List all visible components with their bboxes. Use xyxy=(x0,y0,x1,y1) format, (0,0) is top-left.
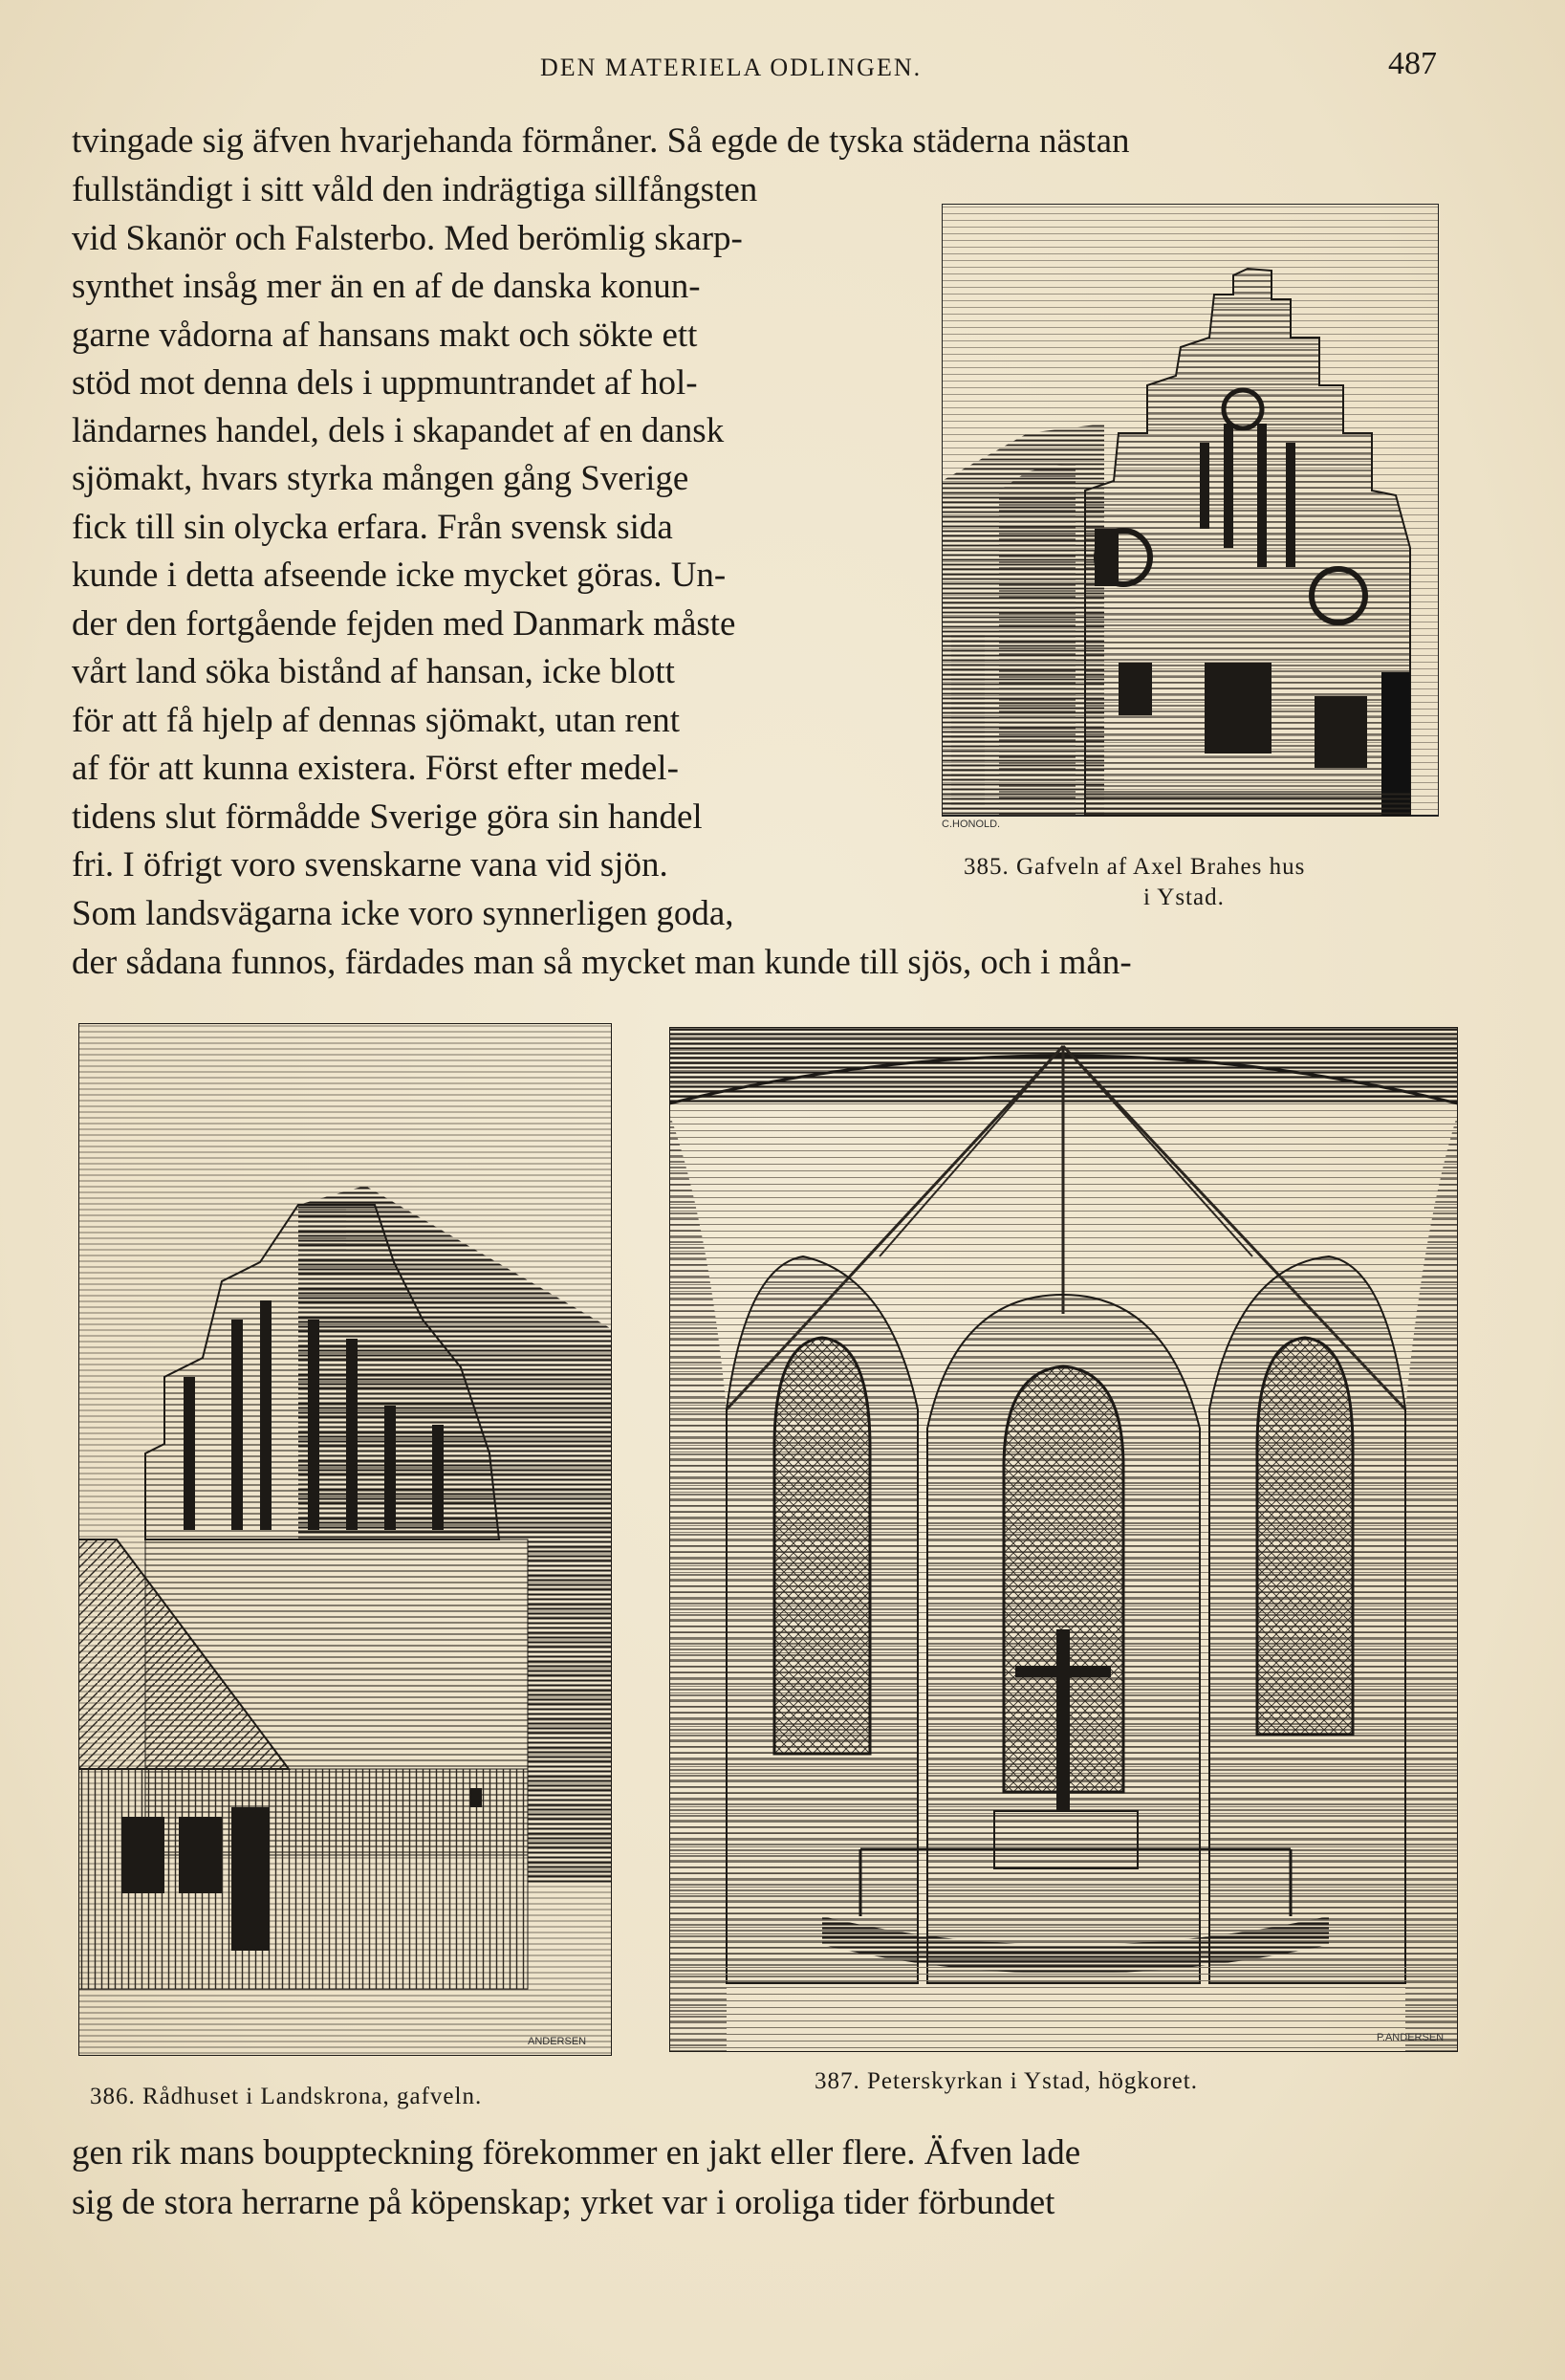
figure-385-gable xyxy=(942,204,1439,827)
text-line: garne vådorna af hansans makt och sökte ett xyxy=(72,316,698,355)
text-line: fick till sin olycka erfara. Från svensk sida xyxy=(72,508,673,547)
page-number: 487 xyxy=(1388,46,1437,81)
text-line: af för att kunna existera. Först efter medel- xyxy=(72,749,679,788)
text-line: synthet insåg mer än en af de danska konun- xyxy=(72,267,701,306)
text-line: der den fortgående fejden med Danmark måste xyxy=(72,604,736,644)
running-title: DEN MATERIELA ODLINGEN. xyxy=(540,54,923,81)
figure-385-caption: 385. Gafveln af Axel Brahes hus xyxy=(964,854,1306,880)
text-line: tidens slut förmådde Sverige göra sin handel xyxy=(72,797,703,837)
figure-385-caption-cont: i Ystad. xyxy=(1143,884,1225,910)
figure-386-town-hall xyxy=(78,1023,612,2056)
text-line: fullständigt i sitt våld den indrägtiga sillfångsten xyxy=(72,170,758,209)
text-line: ländarnes handel, dels i skapandet af en dansk xyxy=(72,411,725,450)
figure-386-signature: ANDERSEN xyxy=(528,2036,587,2047)
text-line: för att få hjelp af dennas sjömakt, utan rent xyxy=(72,701,680,740)
text-line: stöd mot denna dels i uppmuntrandet af hol- xyxy=(72,363,698,403)
text-line: vid Skanör och Falsterbo. Med berömlig skarp- xyxy=(72,219,743,258)
text-line: Som landsvägarna icke voro synnerligen goda, xyxy=(72,894,734,933)
text-line: gen rik mans bouppteckning förekommer en jakt eller flere. Äfven lade xyxy=(72,2133,1081,2173)
text-line: vårt land söka bistånd af hansan, icke blott xyxy=(72,652,675,691)
running-header xyxy=(0,46,1565,90)
figure-387-caption: 387. Peterskyrkan i Ystad, högkoret. xyxy=(815,2068,1198,2094)
text-line: fri. I öfrigt voro svenskarne vana vid sjön. xyxy=(72,845,668,884)
figure-387-church-choir xyxy=(669,1027,1458,2052)
text-line: sig de stora herrarne på köpenskap; yrket var i oroliga tider förbundet xyxy=(72,2183,1055,2222)
text-line: der sådana funnos, färdades man så mycket man kunde till sjös, och i mån- xyxy=(72,943,1132,982)
text-line: kunde i detta afseende icke mycket göras. Un- xyxy=(72,556,727,595)
text-line: sjömakt, hvars styrka mången gång Sverige xyxy=(72,459,689,498)
text-line: tvingade sig äfven hvarjehanda förmåner. Så egde de tyska städerna nästan xyxy=(72,121,1130,161)
figure-387-signature: P.ANDERSEN xyxy=(1377,2032,1445,2043)
figure-385-signature: C.HONOLD. xyxy=(942,819,1001,827)
figure-386-caption: 386. Rådhuset i Landskrona, gafveln. xyxy=(90,2084,483,2109)
